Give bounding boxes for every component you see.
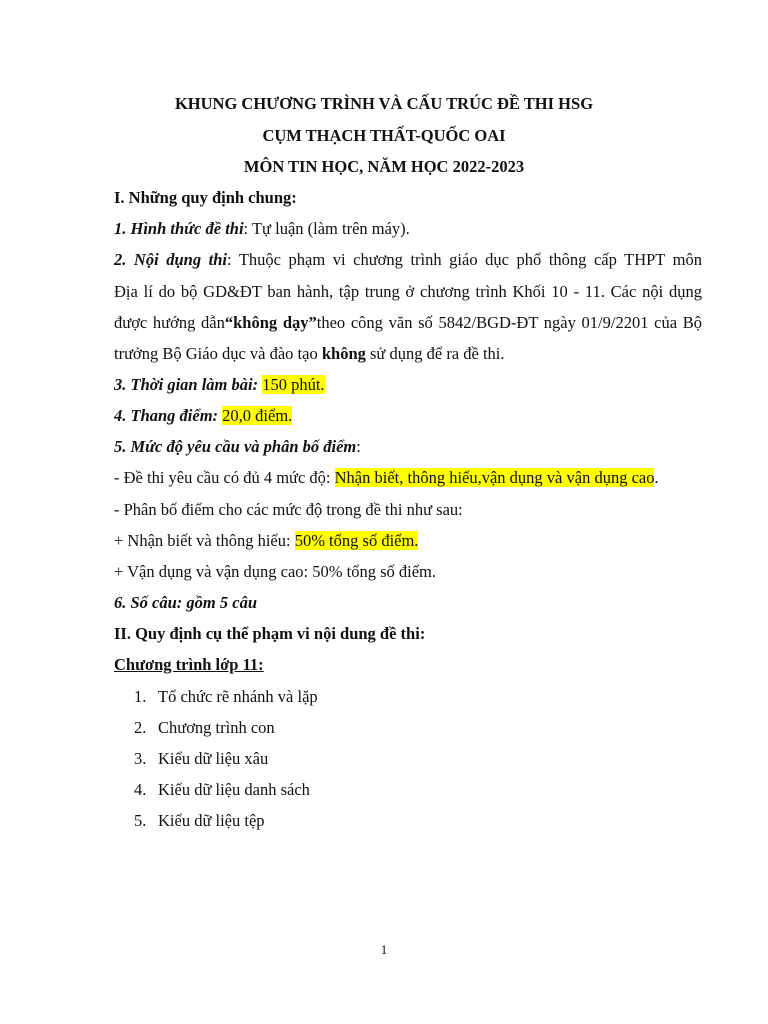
rule-exam-time-value: 150 phút.: [262, 375, 325, 394]
rule-exam-format-label: 1. Hình thức đề thi: [114, 219, 244, 238]
list-item-text: Kiểu dữ liệu danh sách: [158, 780, 310, 799]
grade-11-subheading: Chương trình lớp 11:: [114, 655, 264, 674]
list-item: [134, 718, 275, 738]
rule-content-line-3-a: được hướng dẫn: [114, 313, 225, 332]
score-distribution-2: + Vận dụng và vận dụng cao: 50% tổng số điểm.: [114, 562, 436, 581]
list-item-text: Tổ chức rẽ nhánh và lặp: [158, 687, 318, 706]
section-2-heading: II. Quy định cụ thể phạm vi nội dung đề thi:: [114, 624, 426, 643]
rule-exam-time-label: 3. Thời gian làm bài:: [114, 375, 259, 394]
section-1-heading: I. Những quy định chung:: [114, 188, 297, 207]
rule-levels-label: 5. Mức độ yêu cầu và phân bố điểm: [114, 437, 357, 456]
rule-score-scale: [114, 406, 292, 426]
levels-bullet-1: [114, 468, 659, 488]
rule-score-scale-value: 20,0 điểm.: [222, 406, 293, 425]
list-item-number: 3.: [134, 749, 147, 768]
rule-content-line-3-b: theo công văn số 5842/BGD-ĐT ngày 01/9/2201 của Bộ: [316, 313, 702, 332]
rule-content-line-1-text: : Thuộc phạm vi chương trình giáo dục phổ thông cấp THPT môn: [227, 250, 702, 269]
rule-exam-time: [114, 375, 325, 395]
list-item: [134, 811, 265, 831]
list-item-text: Kiểu dữ liệu tệp: [158, 811, 265, 830]
rule-score-scale-label: 4. Thang điểm:: [114, 406, 219, 425]
score-distribution-1-highlight: 50% tổng số điểm.: [294, 531, 419, 550]
document-title-line-2: CỤM THẠCH THẤT-QUỐC OAI: [262, 126, 506, 145]
levels-bullet-2: - Phân bố điểm cho các mức độ trong đề thi như sau:: [114, 500, 463, 519]
score-distribution-1: [114, 531, 418, 551]
rule-content-line-4-b: sử dụng để ra đề thi.: [365, 344, 505, 363]
rule-content-line-4-a: trưởng Bộ Giáo dục và đào tạo: [114, 344, 322, 363]
list-item: [134, 749, 268, 769]
rule-exam-format-text: : Tự luận (làm trên máy).: [243, 219, 410, 238]
rule-exam-format: [114, 219, 410, 239]
list-item-number: 1.: [134, 687, 147, 706]
levels-bullet-1-end: .: [654, 468, 659, 487]
levels-bullet-1-text: - Đề thi yêu cầu có đủ 4 mức độ:: [114, 468, 335, 487]
list-item-text: Kiểu dữ liệu xâu: [158, 749, 269, 768]
score-distribution-1-text: + Nhận biết và thông hiểu:: [114, 531, 295, 550]
rule-levels-colon: :: [356, 437, 361, 456]
list-item-number: 4.: [134, 780, 147, 799]
document-title-line-3: MÔN TIN HỌC, NĂM HỌC 2022-2023: [243, 157, 525, 176]
rule-content-line-3: [114, 313, 702, 333]
list-item-text: Chương trình con: [158, 718, 275, 737]
rule-content-line-1: [114, 250, 702, 270]
rule-content-not-used: không: [321, 344, 366, 363]
rule-content-label: 2. Nội dụng thi: [114, 250, 227, 269]
page-number: 1: [380, 942, 388, 957]
list-item: [134, 687, 318, 707]
document-title-line-1: KHUNG CHƯƠNG TRÌNH VÀ CẤU TRÚC ĐỀ THI HSG: [174, 94, 594, 113]
list-item-number: 2.: [134, 718, 147, 737]
rule-levels-heading: [114, 437, 361, 457]
list-item-number: 5.: [134, 811, 147, 830]
list-item: [134, 780, 310, 800]
rule-content-line-4: [114, 344, 505, 364]
rule-question-count: 6. Số câu: gồm 5 câu: [114, 593, 258, 612]
rule-content-not-taught: “không dạy”: [224, 313, 317, 332]
levels-bullet-1-highlight: Nhận biết, thông hiểu,vận dụng và vận dụng cao: [334, 468, 655, 487]
rule-content-line-2: Địa lí do bộ GD&ĐT ban hành, tập trung ở chương trình Khối 10 - 11. Các nội dụng: [114, 282, 702, 301]
